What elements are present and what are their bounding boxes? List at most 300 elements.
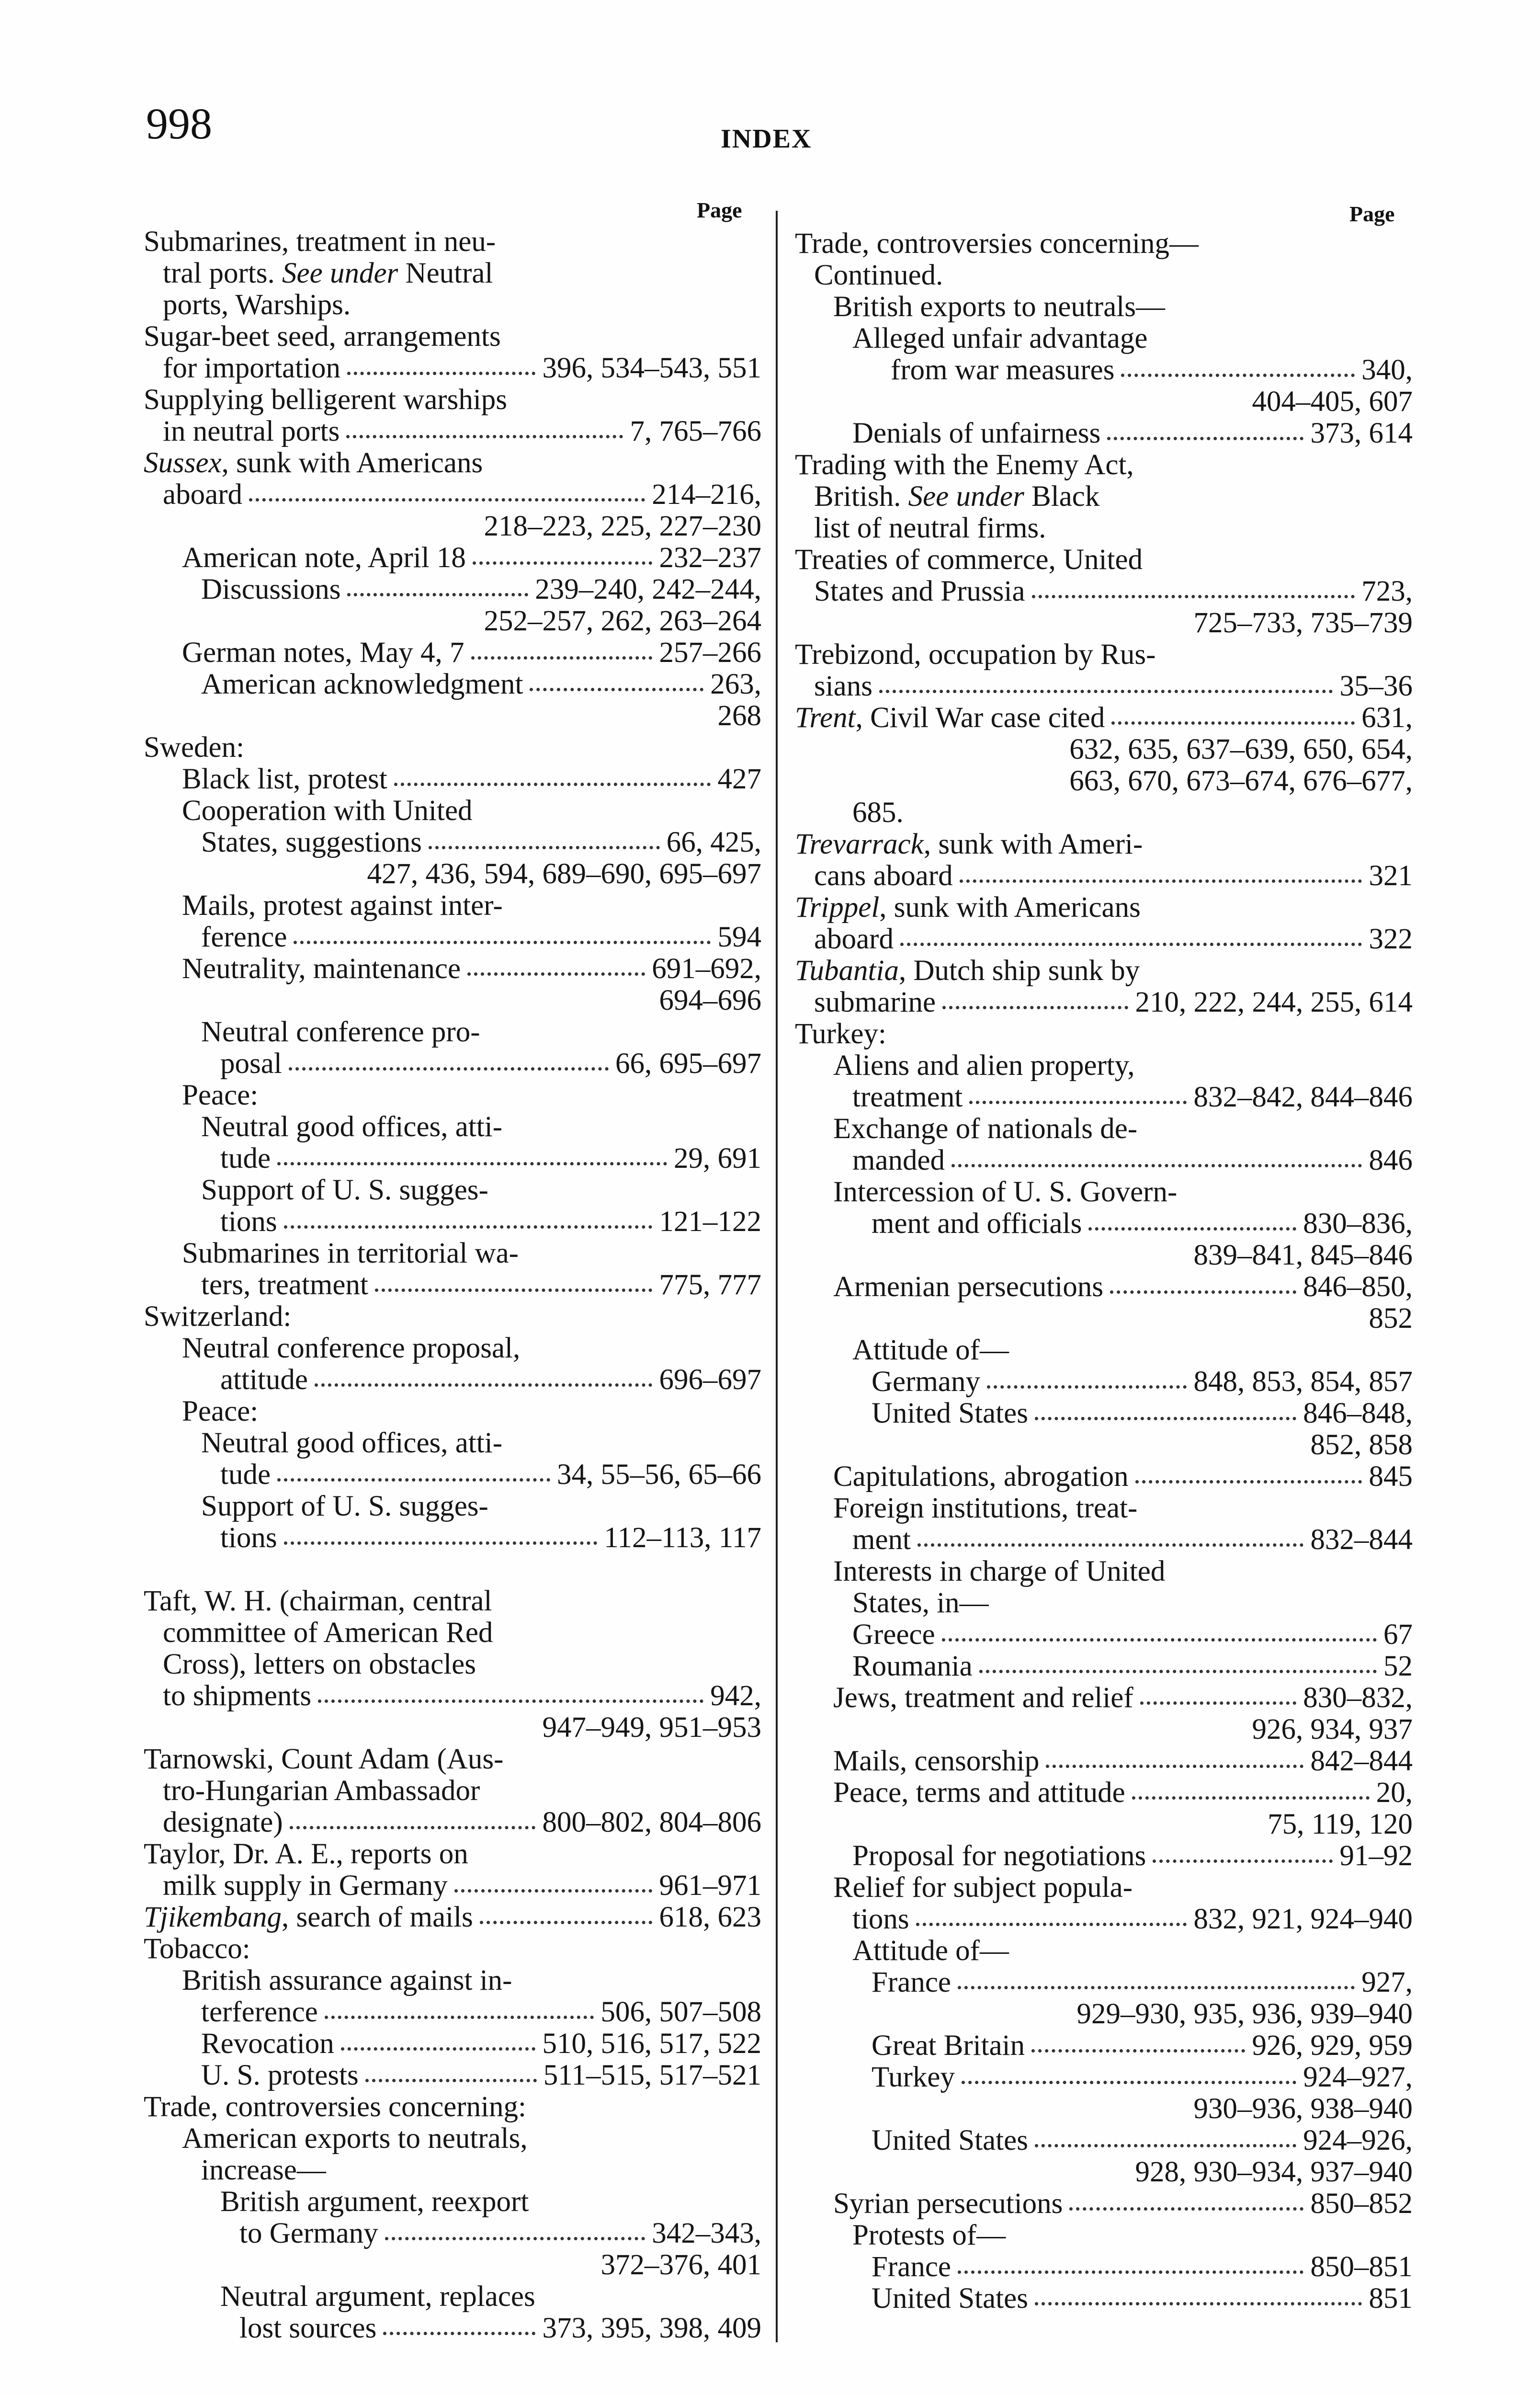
- entry-term: British.: [814, 480, 908, 513]
- page-reference: 252–257, 262, 263–264: [484, 605, 761, 637]
- entry-term: cans aboard: [814, 860, 953, 892]
- page-reference: 372–376, 401: [600, 2249, 761, 2281]
- entry-text: [872, 2125, 1028, 2156]
- page-column-label-left: Page: [697, 198, 742, 222]
- entry-term: terference: [201, 1996, 318, 2028]
- entry-term: ment: [852, 1524, 911, 1556]
- page-reference: 91–92: [1339, 1840, 1413, 1872]
- page-reference: 926, 934, 937: [1252, 1713, 1413, 1745]
- entry-text: [182, 637, 464, 669]
- entry-text: [201, 1427, 502, 1459]
- dot-leader: [289, 1067, 609, 1071]
- index-line: [795, 1904, 1413, 1935]
- page-reference: 845: [1369, 1460, 1413, 1493]
- entry-text: [795, 228, 1199, 260]
- dot-leader: [290, 1826, 535, 1829]
- entry-term: increase—: [201, 2154, 326, 2186]
- entry-term: Peace, terms and attitude: [833, 1777, 1125, 1809]
- page-column-label-right: Page: [1349, 202, 1395, 226]
- dot-leader: [958, 2270, 1303, 2274]
- entry-term: Cross), letters on obstacles: [163, 1648, 476, 1680]
- page-reference: 947–949, 951–953: [542, 1711, 761, 1744]
- entry-text: [872, 1398, 1028, 1429]
- index-line: [144, 890, 761, 922]
- page-reference: 830–836,: [1303, 1208, 1413, 1240]
- entry-text: [144, 1902, 473, 1933]
- page-reference: 7, 765–766: [630, 415, 761, 447]
- index-line: [795, 2251, 1413, 2283]
- page-reference: 924–926,: [1303, 2124, 1413, 2156]
- entry-text: [182, 1396, 258, 1427]
- index-line: [795, 987, 1413, 1018]
- entry-text: [833, 1271, 1103, 1303]
- entry-text: [795, 449, 1134, 481]
- entry-term-cont: , Dutch ship sunk by: [898, 955, 1140, 987]
- index-line: [144, 2155, 761, 2186]
- entry-term: U. S. protests: [201, 2059, 359, 2091]
- entry-text: [201, 1491, 488, 1522]
- entry-text: [814, 987, 936, 1018]
- entry-text: [891, 354, 1114, 386]
- index-line: [795, 1872, 1413, 1904]
- page-reference: 340,: [1361, 354, 1413, 386]
- page-reference: 321: [1369, 860, 1413, 892]
- dot-leader: [917, 1543, 1303, 1547]
- entry-term: Black list, protest: [182, 763, 387, 795]
- page-reference: 839–841, 845–846: [1193, 1239, 1413, 1271]
- entry-text: [872, 2251, 951, 2283]
- entry-term: Trebizond, occupation by Rus-: [795, 639, 1156, 671]
- entry-term: Trading with the Enemy Act,: [795, 449, 1134, 481]
- entry-text: [872, 1208, 1082, 1240]
- entry-text: [182, 764, 387, 795]
- index-line: [795, 924, 1413, 955]
- index-line: [795, 1777, 1413, 1809]
- index-line: [144, 669, 761, 700]
- index-line: [795, 2283, 1413, 2315]
- dot-leader: [979, 1670, 1377, 1673]
- entry-text: [872, 2283, 1028, 2315]
- entry-term: Continued.: [814, 259, 943, 291]
- page-reference: 632, 635, 637–639, 650, 654,: [1069, 733, 1413, 765]
- index-line: [144, 542, 761, 574]
- entry-text: [833, 1556, 1165, 1587]
- entry-term: milk supply in Germany: [163, 1870, 448, 1902]
- index-line: [795, 2125, 1413, 2156]
- page-reference: 850–852: [1310, 2188, 1413, 2220]
- index-line: [795, 418, 1413, 449]
- index-line: [795, 1587, 1413, 1619]
- index-line: [144, 2218, 761, 2249]
- entry-term: France: [872, 1966, 951, 1998]
- entry-text: [795, 639, 1155, 671]
- index-line: [144, 1269, 761, 1301]
- entry-text: [163, 1617, 493, 1649]
- dot-leader: [951, 1164, 1362, 1167]
- entry-term: Attitude of—: [852, 1935, 1009, 1967]
- index-line: [144, 637, 761, 669]
- entry-term: Alleged unfair advantage: [852, 322, 1148, 354]
- entry-text: [220, 1048, 282, 1080]
- index-line: [144, 1902, 761, 1933]
- index-line: [795, 1556, 1413, 1587]
- entry-term: Mails, censorship: [833, 1745, 1040, 1777]
- entry-text: [144, 447, 483, 479]
- index-line: [144, 2060, 761, 2091]
- page-reference: 112–113, 117: [604, 1522, 761, 1554]
- index-line: [795, 2062, 1413, 2093]
- entry-term: from war measures: [891, 354, 1115, 386]
- dot-leader: [1107, 437, 1303, 440]
- entry-text: [144, 1838, 468, 1870]
- entry-term: posal: [220, 1048, 282, 1080]
- page-reference: 218–223, 225, 227–230: [484, 510, 761, 542]
- index-line: [795, 1208, 1413, 1240]
- entry-text: [814, 671, 872, 702]
- dot-leader: [346, 435, 623, 438]
- page-reference: 20,: [1376, 1777, 1413, 1809]
- page-reference: 239–240, 242–244,: [535, 573, 761, 605]
- entry-italic: Sussex: [144, 447, 222, 479]
- entry-term: in neutral ports: [163, 415, 340, 447]
- entry-text: [852, 1145, 945, 1176]
- entry-term: ference: [201, 921, 287, 953]
- entry-italic: See under: [282, 257, 398, 289]
- dot-leader: [958, 1986, 1355, 1989]
- entry-text: [163, 353, 340, 384]
- dot-leader: [347, 593, 528, 596]
- index-line: [144, 1459, 761, 1491]
- index-line: [795, 1176, 1413, 1208]
- index-line: [795, 639, 1413, 671]
- entry-text: [182, 1080, 258, 1111]
- dot-leader: [530, 688, 703, 691]
- index-line: [795, 1619, 1413, 1651]
- index-line: [144, 1838, 761, 1870]
- index-line: [144, 764, 761, 795]
- index-line: [795, 1935, 1413, 1967]
- index-line: [144, 2249, 761, 2281]
- entry-italic: Trippel: [795, 891, 880, 924]
- entry-text: [852, 2220, 1006, 2251]
- entry-term: American acknowledgment: [201, 668, 523, 700]
- entry-text: [144, 1933, 250, 1965]
- index-line: [795, 1461, 1413, 1493]
- dot-leader: [1132, 1796, 1370, 1800]
- dot-leader: [1031, 2049, 1245, 2053]
- dot-leader: [454, 1889, 652, 1893]
- index-line: [144, 1080, 761, 1111]
- entry-text: [144, 321, 501, 353]
- entry-term: Great Britain: [872, 2030, 1025, 2062]
- entry-text: [201, 2028, 334, 2060]
- entry-term: to Germany: [239, 2217, 378, 2249]
- entry-text: [795, 544, 1143, 576]
- entry-text: [833, 1113, 1137, 1145]
- index-line: [144, 511, 761, 542]
- dot-leader: [277, 1162, 667, 1165]
- dot-leader: [249, 498, 645, 502]
- page-reference: 373, 395, 398, 409: [542, 2312, 761, 2344]
- entry-italic: Trevarrack: [795, 828, 924, 860]
- dot-leader: [375, 1289, 652, 1292]
- entry-text: [144, 384, 507, 416]
- entry-text: [872, 1967, 951, 1998]
- index-line: [144, 953, 761, 985]
- entry-text: [163, 1807, 283, 1838]
- entry-term: committee of American Red: [163, 1617, 493, 1649]
- index-line: [795, 2030, 1413, 2062]
- page-reference: 214–216,: [652, 479, 761, 511]
- entry-text: [795, 955, 1140, 987]
- index-line: [795, 1082, 1413, 1113]
- page-reference: 121–122: [659, 1206, 761, 1238]
- entry-text: [201, 669, 523, 700]
- index-line: [144, 574, 761, 605]
- entry-text: [201, 827, 422, 858]
- index-line: [144, 1396, 761, 1427]
- index-line: [795, 1145, 1413, 1176]
- entry-term: Greece: [852, 1619, 935, 1651]
- entry-term: Sugar-beet seed, arrangements: [144, 320, 501, 353]
- index-line: [144, 289, 761, 321]
- page-number: 998: [146, 99, 212, 148]
- entry-text: [163, 289, 351, 321]
- index-line: [144, 1143, 761, 1175]
- index-line: [795, 734, 1413, 765]
- dot-leader: [471, 656, 652, 660]
- index-line: [795, 291, 1413, 323]
- index-line: [144, 1649, 761, 1680]
- dot-leader: [1111, 721, 1355, 725]
- entry-text: [144, 226, 496, 258]
- page-reference: 52: [1383, 1650, 1413, 1682]
- entry-term: Exchange of nationals de-: [833, 1113, 1138, 1145]
- page-reference: 694–696: [659, 984, 761, 1016]
- entry-text: [852, 1840, 1146, 1872]
- index-line: [795, 1240, 1413, 1271]
- index-line: [795, 607, 1413, 639]
- entry-term-cont: , sunk with Americans: [879, 891, 1141, 924]
- dot-leader: [960, 879, 1362, 883]
- entry-text: [833, 1777, 1125, 1809]
- entry-spacer: [144, 1554, 761, 1585]
- page-reference: 35–36: [1339, 670, 1413, 702]
- index-line: [144, 2091, 761, 2123]
- page-reference: 851: [1369, 2282, 1413, 2315]
- entry-text: [852, 1935, 1009, 1967]
- entry-text: [872, 2062, 955, 2093]
- index-line: [795, 1398, 1413, 1429]
- entry-text: [201, 574, 340, 605]
- dot-leader: [318, 1699, 703, 1703]
- index-line: [795, 765, 1413, 797]
- entry-term-cont: , sunk with Ameri-: [923, 828, 1143, 860]
- entry-text: [182, 953, 461, 985]
- dot-leader: [1046, 1765, 1303, 1768]
- index-line: [144, 384, 761, 416]
- dot-leader: [1153, 1859, 1333, 1863]
- entry-text: [182, 542, 466, 574]
- page-reference: 663, 670, 673–674, 676–677,: [1069, 765, 1413, 797]
- page-reference: 927,: [1361, 1966, 1413, 1998]
- entry-term: States, suggestions: [201, 826, 422, 858]
- index-line: [795, 323, 1413, 354]
- entry-term: Jews, treatment and relief: [833, 1682, 1133, 1714]
- index-line: [144, 922, 761, 953]
- index-line: [144, 1933, 761, 1965]
- entry-term: tude: [220, 1142, 271, 1175]
- index-line: [144, 416, 761, 447]
- page-reference: 924–927,: [1303, 2061, 1413, 2093]
- entry-text: [833, 1493, 1137, 1524]
- entry-text: [872, 2030, 1025, 2062]
- entry-term: Support of U. S. sugges-: [201, 1490, 488, 1522]
- dot-leader: [1140, 1701, 1296, 1705]
- page-reference: 232–237: [659, 542, 761, 574]
- entry-term: Foreign institutions, treat-: [833, 1492, 1138, 1524]
- entry-text: [144, 1585, 492, 1617]
- entry-italic: Trent: [795, 702, 856, 734]
- index-line: [144, 258, 761, 289]
- index-line: [795, 386, 1413, 418]
- entry-text: [220, 1206, 277, 1238]
- entry-text: [163, 1649, 476, 1680]
- entry-term: States, in—: [852, 1587, 989, 1619]
- index-line: [795, 2188, 1413, 2220]
- entry-term: Neutrality, maintenance: [182, 953, 461, 985]
- page-reference: 427, 436, 594, 689–690, 695–697: [367, 858, 761, 890]
- index-line: [144, 321, 761, 353]
- entry-term: ports, Warships.: [163, 289, 351, 321]
- entry-term: Support of U. S. sugges-: [201, 1174, 488, 1206]
- entry-text: [182, 1333, 520, 1364]
- page-reference: 257–266: [659, 637, 761, 669]
- entry-term: Denials of unfairness: [852, 417, 1101, 449]
- entry-term: to shipments: [163, 1680, 312, 1712]
- entry-term: aboard: [814, 923, 894, 955]
- page-reference: 594: [717, 921, 761, 953]
- index-line: [795, 1366, 1413, 1398]
- page-reference: 427: [717, 763, 761, 795]
- page-reference: 930–936, 938–940: [1193, 2093, 1413, 2125]
- entry-term: ment and officials: [872, 1208, 1082, 1240]
- dot-leader: [284, 1541, 597, 1545]
- index-line: [144, 1175, 761, 1206]
- entry-term: attitude: [220, 1364, 308, 1396]
- entry-term: Tobacco:: [144, 1933, 250, 1965]
- index-line: [795, 702, 1413, 734]
- entry-text: [220, 1459, 271, 1491]
- index-line: [144, 2028, 761, 2060]
- entry-text: [872, 1366, 980, 1398]
- entry-term-cont: , sunk with Americans: [221, 447, 483, 479]
- page-reference: 342–343,: [652, 2217, 761, 2249]
- entry-term: American exports to neutrals,: [182, 2122, 528, 2155]
- column-divider: [776, 211, 778, 2342]
- entry-term: Interests in charge of United: [833, 1555, 1166, 1587]
- entry-text: [144, 732, 244, 764]
- entry-term: sians: [814, 670, 872, 702]
- entry-text: [852, 797, 904, 829]
- index-line: [795, 797, 1413, 829]
- index-line: [144, 605, 761, 637]
- entry-term: Trade, controversies concerning:: [144, 2091, 526, 2123]
- dot-leader: [341, 2047, 535, 2051]
- entry-term: aboard: [163, 479, 242, 511]
- entry-text: [201, 1269, 368, 1301]
- index-line: [144, 1048, 761, 1080]
- page-reference: 846: [1369, 1144, 1413, 1176]
- page-reference: 691–692,: [652, 953, 761, 985]
- entry-term: Turkey:: [795, 1018, 886, 1050]
- entry-text: [814, 924, 894, 955]
- entry-text: [182, 2123, 528, 2155]
- index-line: [795, 513, 1413, 544]
- entry-text: [163, 1870, 448, 1902]
- page-reference: 396, 534–543, 551: [542, 352, 761, 384]
- entry-text: [852, 1619, 935, 1651]
- page-reference: 268: [717, 700, 761, 732]
- index-line: [144, 2313, 761, 2344]
- entry-text: [833, 291, 1165, 323]
- entry-italic: Tubantia: [795, 955, 899, 987]
- page-reference: 631,: [1361, 702, 1413, 734]
- entry-text: [182, 890, 503, 922]
- page-reference: 832–842, 844–846: [1193, 1081, 1413, 1113]
- page-reference: 511–515, 517–521: [543, 2059, 761, 2091]
- entry-text: [163, 1775, 480, 1807]
- index-line: [795, 1745, 1413, 1777]
- entry-term: Switzerland:: [144, 1300, 292, 1333]
- page-title: INDEX: [721, 124, 812, 154]
- index-line: [144, 1491, 761, 1522]
- page-reference: 263,: [710, 668, 761, 700]
- entry-term-cont: Black: [1024, 480, 1100, 513]
- entry-text: [795, 702, 1105, 734]
- entry-text: [144, 1301, 291, 1333]
- page-reference: 510, 516, 517, 522: [542, 2028, 761, 2060]
- index-line: [795, 1714, 1413, 1745]
- entry-term: Sweden:: [144, 731, 245, 764]
- index-line: [795, 1113, 1413, 1145]
- dot-leader: [962, 2081, 1296, 2084]
- page-reference: 723,: [1361, 575, 1413, 607]
- page-reference: 928, 930–934, 937–940: [1135, 2156, 1413, 2188]
- entry-term: Submarines in territorial wa-: [182, 1237, 519, 1269]
- page-reference: 725–733, 735–739: [1193, 607, 1413, 639]
- index-line: [144, 1744, 761, 1775]
- entry-text: [201, 1111, 502, 1143]
- dot-leader: [916, 1923, 1187, 1926]
- index-line: [144, 1775, 761, 1807]
- page-reference: 926, 929, 959: [1252, 2030, 1413, 2062]
- entry-text: [852, 1082, 962, 1113]
- entry-text: [852, 1651, 973, 1682]
- entry-term: Neutral argument, replaces: [220, 2281, 535, 2313]
- index-line: [144, 1111, 761, 1143]
- index-line: [795, 481, 1413, 513]
- dot-leader: [942, 1638, 1377, 1642]
- entry-term: British argument, reexport: [220, 2186, 529, 2218]
- entry-text: [201, 1996, 318, 2028]
- page-reference: 830–832,: [1303, 1682, 1413, 1714]
- index-line: [144, 1522, 761, 1554]
- entry-text: [833, 1050, 1135, 1082]
- entry-term: Syrian persecutions: [833, 2188, 1063, 2220]
- entry-text: [239, 2313, 376, 2344]
- index-line: [795, 1271, 1413, 1303]
